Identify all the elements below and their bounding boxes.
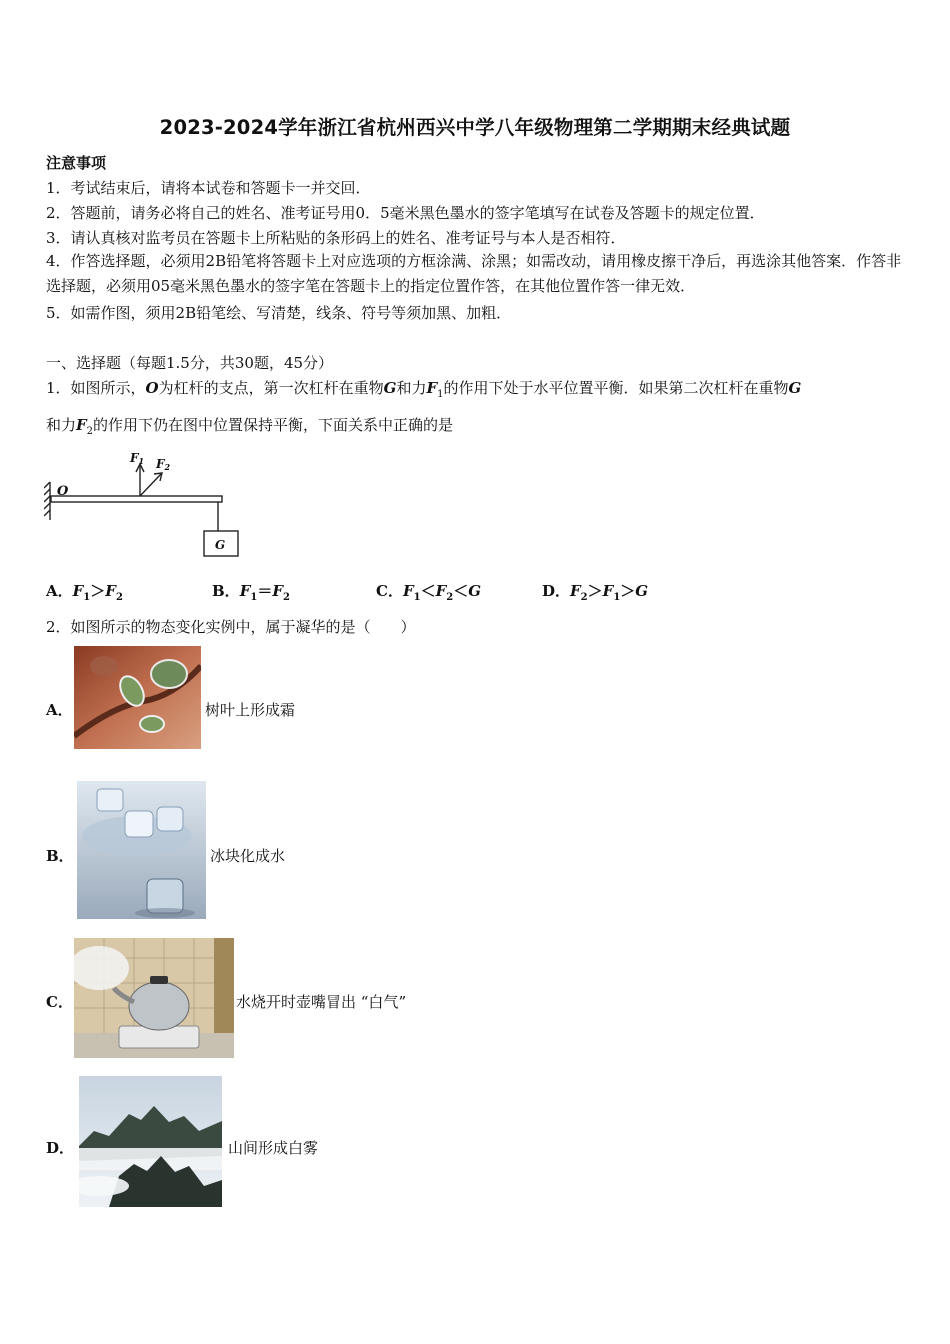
notice-item-5: 5．如需作图，须用2B铅笔绘、写清楚，线条、符号等须加黑、加粗．: [46, 304, 512, 322]
q1-option-c: C．$F_1<F_2<G$: [376, 582, 482, 603]
section-heading: 一、选择题（每题1.5分，共30题，45分）: [46, 354, 334, 372]
notice-heading: 注意事项: [46, 154, 107, 172]
q2-option-a-letter: A．: [46, 701, 73, 719]
q2-stem: 2．如图所示的物态变化实例中，属于凝华的是（ ）: [46, 618, 416, 636]
label-g: G: [215, 538, 226, 552]
lever-figure: [44, 448, 244, 560]
q2-option-c-text: 水烧开时壶嘴冒出 “白气”: [236, 993, 407, 1011]
notice-item-3: 3．请认真核对监考员在答题卡上所粘贴的条形码上的姓名、准考证号与本人是否相符．: [46, 229, 626, 247]
q1-option-d: D．$F_2>F_1>G$: [542, 582, 649, 603]
foggy-mountains-image: [79, 1076, 222, 1207]
q1-stem-line2: 和力$F_2$的作用下仍在图中位置保持平衡，下面关系中正确的是: [46, 416, 454, 437]
label-f2: F2: [156, 457, 171, 472]
q1-option-a: A．$F_1>F_2$: [46, 582, 123, 603]
notice-item-2: 2．答题前，请务必将自己的姓名、准考证号用0．5毫米黑色墨水的签字笔填写在试卷及答题卡的规定位置．: [46, 204, 765, 222]
page-title: 2023-2024学年浙江省杭州西兴中学八年级物理第二学期期末经典试题: [159, 116, 791, 139]
label-o: O: [57, 484, 69, 499]
q2-option-d-letter: D．: [46, 1139, 75, 1157]
q1-stem-line1: 1．如图所示，O为杠杆的支点，第一次杠杆在重物G和力$F_1$的作用下处于水平位置平衡．如果第二次杠杆在重物G: [46, 379, 802, 400]
kettle-image: [74, 938, 234, 1058]
q2-option-c-letter: C．: [46, 993, 73, 1011]
notice-item-1: 1．考试结束后，请将本试卷和答题卡一并交回．: [46, 179, 371, 197]
q2-option-d-text: 山间形成白雾: [228, 1139, 319, 1157]
label-f1: F1: [130, 451, 145, 466]
notice-item-4: 4．作答选择题，必须用2B铅笔将答题卡上对应选项的方框涂满、涂黑；如需改动，请用橡皮擦干净后，再选涂其他答案．作答非选择题，必须用05毫米黑色墨水的签字笔在答题卡上的指定位置作答，在其他位置作答一律无效．: [46, 252, 902, 295]
q1-option-b: B．$F_1=F_2$: [212, 582, 290, 603]
q2-option-a-text: 树叶上形成霜: [205, 701, 296, 719]
q2-option-b-letter: B．: [46, 847, 74, 865]
ice-cubes-image: [77, 781, 206, 919]
q2-option-b-text: 冰块化成水: [210, 847, 286, 865]
frost-leaves-image: [74, 646, 201, 749]
